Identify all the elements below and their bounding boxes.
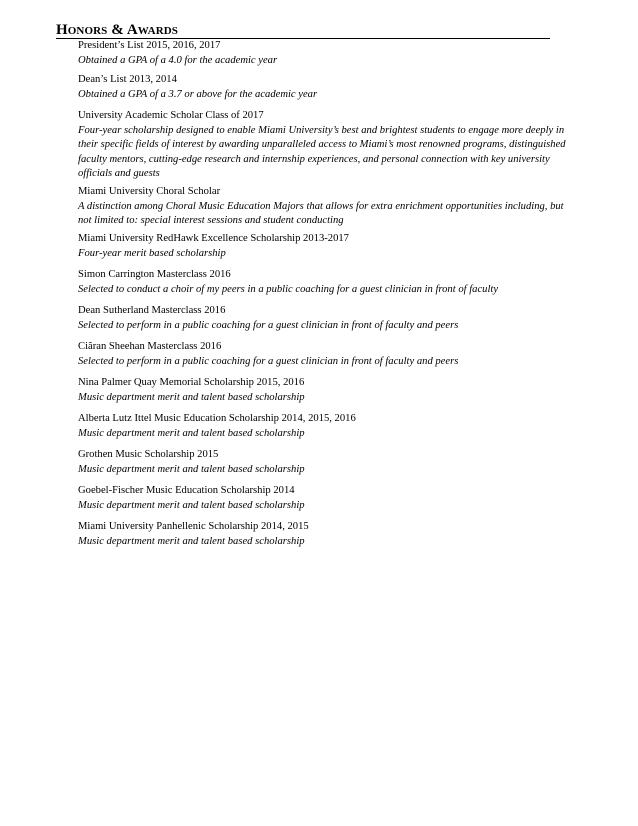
section-header [56, 20, 550, 39]
award-title: Miami University RedHawk Excellence Scholarship 2013-2017 [78, 233, 349, 244]
award-description: Selected to perform in a public coaching for a guest clinician in front of faculty and peers [78, 355, 459, 367]
award-description: A distinction among Choral Music Education Majors that allows for extra enrichment opportunities including, but not limited to: special interest sessions and student conducting [78, 200, 564, 226]
award-title: Miami University Choral Scholar [78, 186, 221, 197]
award-title: University Academic Scholar Class of 2017 [78, 110, 264, 121]
list-item [78, 304, 578, 333]
award-title: Grothen Music Scholarship 2015 [78, 449, 219, 460]
award-title: Ciãran Sheehan Masterclass 2016 [78, 341, 222, 352]
award-description: Selected to conduct a choir of my peers in a public coaching for a guest clinician in front of faculty [78, 283, 499, 295]
award-description: Obtained a GPA of a 4.0 for the academic year [78, 54, 278, 66]
list-item [78, 39, 578, 68]
award-description: Four-year merit based scholarship [78, 247, 226, 259]
award-description: Music department merit and talent based scholarship [78, 463, 305, 475]
list-item [78, 484, 578, 513]
award-title: Simon Carrington Masterclass 2016 [78, 269, 231, 280]
list-item [78, 448, 578, 477]
award-title: President’s List 2015, 2016, 2017 [78, 40, 221, 51]
list-item [78, 268, 578, 297]
award-description: Selected to perform in a public coaching for a guest clinician in front of faculty and peers [78, 319, 459, 331]
award-description: Music department merit and talent based scholarship [78, 391, 305, 403]
list-item [78, 376, 578, 405]
award-title: Dean Sutherland Masterclass 2016 [78, 305, 226, 316]
list-item [78, 412, 578, 441]
award-description: Music department merit and talent based scholarship [78, 427, 305, 439]
award-title: Nina Palmer Quay Memorial Scholarship 2015, 2016 [78, 377, 305, 388]
award-description: Obtained a GPA of a 3.7 or above for the academic year [78, 88, 318, 100]
award-title: Dean’s List 2013, 2014 [78, 74, 177, 85]
list-item [78, 185, 578, 229]
list-item [78, 340, 578, 369]
award-title: Goebel-Fischer Music Education Scholarship 2014 [78, 485, 295, 496]
section-title: Honors & Awards [56, 22, 179, 38]
award-description: Music department merit and talent based scholarship [78, 499, 305, 511]
award-title: Miami University Panhellenic Scholarship 2014, 2015 [78, 521, 309, 532]
list-item [78, 232, 578, 261]
list-item [78, 73, 578, 102]
list-item [78, 109, 578, 182]
award-description: Music department merit and talent based scholarship [78, 535, 305, 547]
award-description: Four-year scholarship designed to enable Miami University’s best and brightest students to engage more deeply in their specific fields of interest by awarding unparalleled access to Miami’s most renowned programs, distinguished faculty mentors, cutting-edge research and internship experiences, and personal connection with key university officials and guests [78, 124, 566, 179]
list-item [78, 520, 578, 549]
award-title: Alberta Lutz Ittel Music Education Scholarship 2014, 2015, 2016 [78, 413, 356, 424]
